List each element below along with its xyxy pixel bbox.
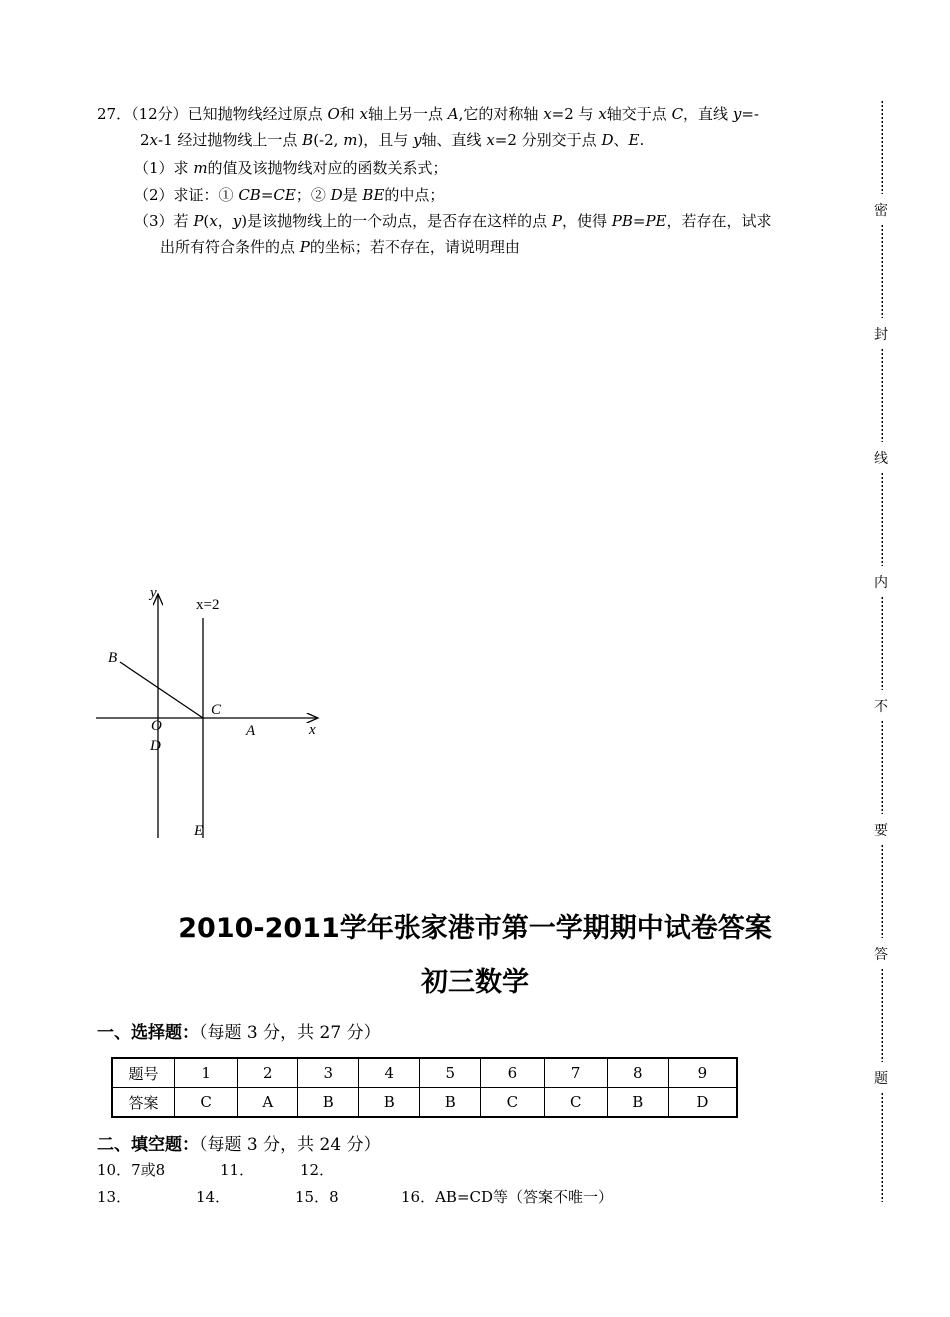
answer-cell: B xyxy=(359,1088,420,1118)
question-number-cell: 3 xyxy=(298,1058,359,1088)
question-text: 的中点； xyxy=(384,186,445,204)
answer-10: 10．7或8 xyxy=(97,1161,166,1179)
math-symbol: C xyxy=(671,105,684,123)
math-symbol: E xyxy=(628,131,640,149)
question-number-cell: 5 xyxy=(420,1058,481,1088)
question-text: 的值及该抛物线对应的函数关系式； xyxy=(207,159,448,177)
answer-title: 2010-2011学年张家港市第一学期期中试卷答案 xyxy=(178,913,772,944)
math-symbol: CB xyxy=(238,186,261,204)
question-text: 轴上另一点 xyxy=(368,105,448,123)
seal-dots xyxy=(881,844,883,938)
answer-cell: B xyxy=(607,1088,668,1118)
question-text: 、 xyxy=(613,131,629,149)
answer-table xyxy=(111,1057,738,1118)
question-text: ，若存在，试求 xyxy=(666,212,772,230)
math-symbol: x xyxy=(359,105,369,123)
label-C: C xyxy=(211,702,222,718)
label-x-equals-2: x=2 xyxy=(196,597,220,613)
label-B: B xyxy=(108,650,118,666)
answer-15: 15．8 xyxy=(295,1188,339,1206)
math-symbol: m xyxy=(193,159,208,177)
math-symbol: y xyxy=(232,212,242,230)
question-text: 的坐标；若不存在，请说明理由 xyxy=(309,238,520,256)
question-27-sub1 xyxy=(134,155,448,181)
seal-dots xyxy=(881,1092,883,1202)
seal-dots xyxy=(881,596,883,690)
question-text: ,它的对称轴 xyxy=(458,105,544,123)
math-symbol: PB xyxy=(611,212,633,230)
question-text: 是 xyxy=(342,186,363,204)
question-number-cell: 9 xyxy=(668,1058,737,1088)
question-27-line1 xyxy=(97,101,759,127)
answer-12: 12． xyxy=(300,1161,335,1179)
seal-char: 线 xyxy=(874,451,888,467)
question-text: =2 分别交于点 xyxy=(494,131,602,149)
answer-13: 13． xyxy=(97,1188,132,1206)
math-symbol: BE xyxy=(362,186,385,204)
question-number-cell: 7 xyxy=(544,1058,607,1088)
seal-dots xyxy=(881,968,883,1062)
question-text: （1）求 xyxy=(134,159,194,177)
question-text: 轴、直线 xyxy=(421,131,487,149)
seal-dots xyxy=(881,472,883,566)
question-text: ， xyxy=(217,212,233,230)
math-symbol: x xyxy=(598,105,607,123)
seal-char: 内 xyxy=(874,575,888,591)
seal-char: 答 xyxy=(874,947,888,963)
section-choice-note: （每题 3 分，共 27 分） xyxy=(199,1023,381,1043)
label-y: y xyxy=(150,585,157,601)
math-symbol: PE xyxy=(645,212,667,230)
question-27-sub2 xyxy=(134,182,444,208)
seal-char: 要 xyxy=(874,823,888,839)
table-header-cell: 答案 xyxy=(112,1088,175,1118)
math-symbol: x xyxy=(149,131,159,149)
question-text: -1 经过抛物线上一点 xyxy=(158,131,303,149)
answer-cell: B xyxy=(298,1088,359,1118)
seal-char: 不 xyxy=(874,699,888,715)
label-O: O xyxy=(151,718,162,734)
question-text: ( xyxy=(203,212,210,230)
math-symbol: x xyxy=(486,131,495,149)
answer-cell: A xyxy=(238,1088,298,1118)
math-symbol: x xyxy=(209,212,218,230)
label-D: D xyxy=(150,738,161,754)
line-BC xyxy=(120,662,203,718)
label-E: E xyxy=(194,823,204,839)
question-text: )，且与 xyxy=(357,131,414,149)
question-text: （2）求证：① xyxy=(134,186,239,204)
section-fill-note: （每题 3 分，共 24 分） xyxy=(199,1135,381,1155)
answer-subtitle: 初三数学 xyxy=(421,967,529,998)
seal-dots xyxy=(881,720,883,814)
math-symbol: m xyxy=(343,131,358,149)
question-text: . xyxy=(639,131,645,149)
question-number-cell: 8 xyxy=(607,1058,668,1088)
question-text: 27．（12分）已知抛物线经过原点 xyxy=(97,105,328,123)
question-number-cell: 6 xyxy=(481,1058,544,1088)
seal-char: 题 xyxy=(874,1071,888,1087)
question-text: ；② xyxy=(295,186,331,204)
question-text: =2 与 xyxy=(551,105,599,123)
question-text: 出所有符合条件的点 xyxy=(160,238,300,256)
question-text: ，使得 xyxy=(561,212,612,230)
question-text: 和 xyxy=(339,105,360,123)
answer-cell: B xyxy=(420,1088,481,1118)
question-text: （3）若 xyxy=(134,212,194,230)
table-row-numbers xyxy=(112,1058,737,1088)
section-fill xyxy=(97,1130,381,1155)
question-number-cell: 2 xyxy=(238,1058,298,1088)
section-choice xyxy=(97,1018,381,1043)
math-symbol: D xyxy=(330,186,343,204)
table-header-cell: 题号 xyxy=(112,1058,175,1088)
answer-16: 16．AB=CD等（答案不唯一） xyxy=(401,1188,614,1206)
math-symbol: P xyxy=(193,212,204,230)
answer-cell: D xyxy=(668,1088,737,1118)
question-text: 轴交于点 xyxy=(606,105,672,123)
answer-cell: C xyxy=(544,1088,607,1118)
question-text: = xyxy=(260,186,274,204)
answer-14: 14． xyxy=(196,1188,231,1206)
question-number-cell: 4 xyxy=(359,1058,420,1088)
answer-11: 11． xyxy=(220,1161,255,1179)
math-symbol: y xyxy=(413,131,422,149)
seal-dots xyxy=(881,100,883,194)
seal-dots xyxy=(881,348,883,442)
question-text: = xyxy=(632,212,646,230)
label-x: x xyxy=(309,722,316,738)
section-fill-heading: 二、填空题： xyxy=(97,1135,199,1155)
math-symbol: A xyxy=(447,105,459,123)
answer-cell: C xyxy=(175,1088,238,1118)
question-27-line2 xyxy=(140,127,644,153)
math-symbol: D xyxy=(601,131,614,149)
question-text: =- xyxy=(741,105,759,123)
math-symbol: O xyxy=(327,105,340,123)
question-text: ，直线 xyxy=(683,105,733,123)
math-symbol: CE xyxy=(273,186,296,204)
question-text: )是该抛物线上的一个动点，是否存在这样的点 xyxy=(241,212,552,230)
math-symbol: B xyxy=(302,131,314,149)
math-symbol: P xyxy=(299,238,310,256)
math-symbol: y xyxy=(732,105,742,123)
question-number-cell: 1 xyxy=(175,1058,238,1088)
question-27-sub3-line1 xyxy=(134,208,772,234)
section-choice-heading: 一、选择题： xyxy=(97,1023,199,1043)
question-27-sub3-line2 xyxy=(160,234,520,260)
question-text: 2 xyxy=(140,131,150,149)
seal-char: 封 xyxy=(874,327,888,343)
seal-char: 密 xyxy=(874,203,888,219)
math-symbol: P xyxy=(551,212,562,230)
table-row-answers xyxy=(112,1088,737,1118)
seal-dots xyxy=(881,224,883,318)
label-A: A xyxy=(246,723,256,739)
coordinate-figure xyxy=(90,582,330,844)
answer-cell: C xyxy=(481,1088,544,1118)
question-text: (-2, xyxy=(313,131,344,149)
math-symbol: x xyxy=(543,105,552,123)
